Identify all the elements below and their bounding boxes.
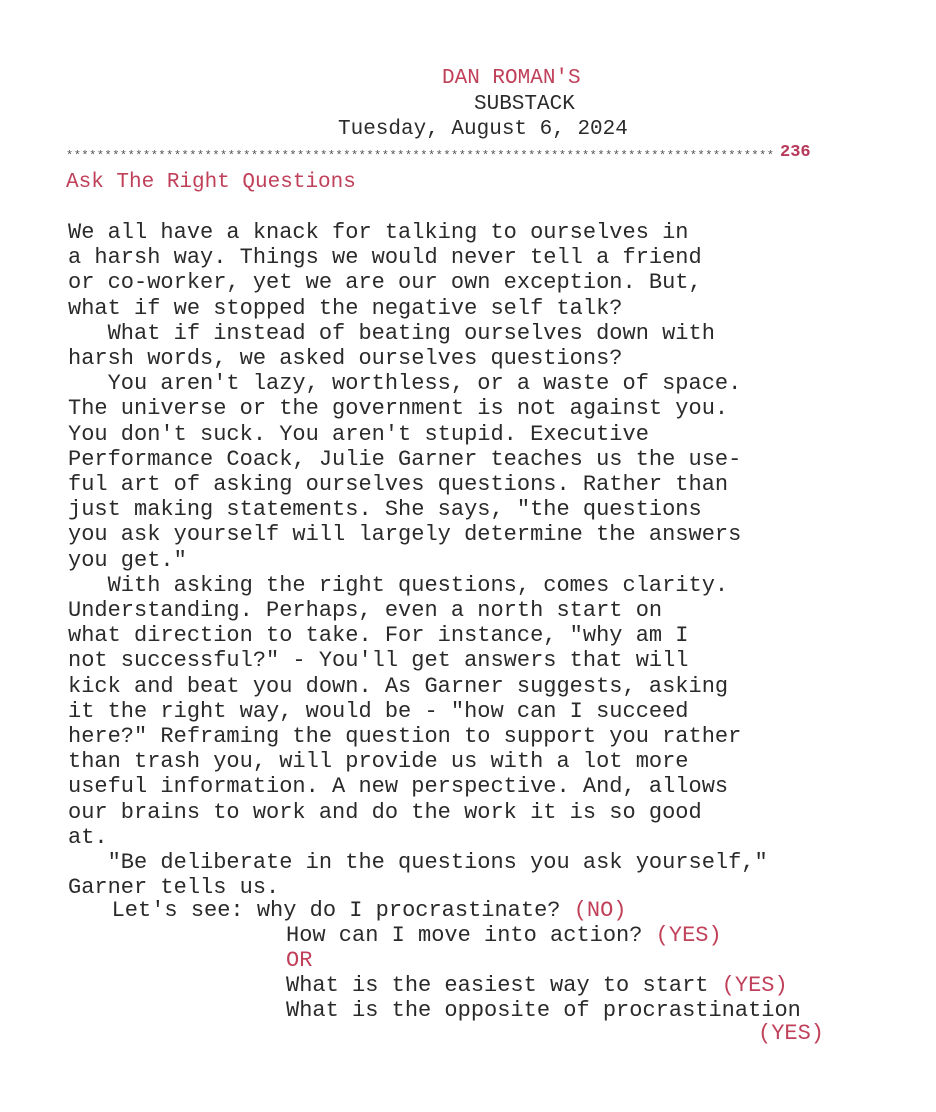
body-line: what if we stopped the negative self talk? xyxy=(68,295,623,321)
body-line: just making statements. She says, "the questions xyxy=(68,497,702,523)
body-line: it the right way, would be - "how can I succeed xyxy=(68,698,689,724)
body-line: We all have a knack for talking to ourselves in xyxy=(68,220,689,245)
body-line: harsh words, we asked ourselves questions? xyxy=(68,346,623,371)
answer-2: (YES) xyxy=(655,923,722,948)
question-row-1 xyxy=(72,898,627,923)
body-line: Garner tells us. xyxy=(68,875,280,901)
body-line: "Be deliberate in the questions you ask yourself," xyxy=(68,850,768,875)
body-line: what direction to take. For instance, "why am I xyxy=(68,623,689,649)
body-line: a harsh way. Things we would never tell a friend xyxy=(68,245,702,271)
publication-heading: SUBSTACK xyxy=(474,93,575,116)
date-heading: Tuesday, August 6, 2024 xyxy=(338,118,628,141)
body-line: or co-worker, yet we are our own exception. But, xyxy=(68,270,702,296)
body-line: You aren't lazy, worthless, or a waste of space. xyxy=(68,371,742,397)
body-line: The universe or the government is not against you. xyxy=(68,396,729,422)
question-4: What is the opposite of procrastination xyxy=(286,998,801,1023)
body-line: you ask yourself will largely determine the answers xyxy=(68,522,742,548)
body-line: than trash you, will provide us with a lot more xyxy=(68,749,689,775)
question-row-3 xyxy=(286,973,788,998)
questions-intro: Let's see: xyxy=(72,898,257,923)
body-line: kick and beat you down. As Garner suggests, asking xyxy=(68,673,729,699)
question-1: why do I procrastinate? xyxy=(256,898,561,923)
question-2: How can I move into action? xyxy=(286,923,643,948)
answer-3: (YES) xyxy=(721,973,788,998)
answer-1: (NO) xyxy=(573,898,627,923)
or-separator: OR xyxy=(286,948,313,973)
page-number: 236 xyxy=(780,143,811,162)
body-line: Performance Coack, Julie Garner teaches us the use- xyxy=(68,446,742,472)
body-line: What if instead of beating ourselves down with xyxy=(68,320,715,346)
body-line: Understanding. Perhaps, even a north start on xyxy=(68,598,663,623)
body-line: our brains to work and do the work it is so good xyxy=(68,799,702,825)
article-title: Ask The Right Questions xyxy=(66,171,356,194)
author-heading: DAN ROMAN'S xyxy=(442,67,581,90)
body-line: not successful?" - You'll get answers that will xyxy=(68,648,689,674)
body-line: ful art of asking ourselves questions. Rather than xyxy=(68,472,729,497)
question-3: What is the easiest way to start xyxy=(286,973,709,998)
body-line: You don't suck. You aren't stupid. Executive xyxy=(68,421,649,447)
question-row-4 xyxy=(286,998,801,1023)
star-divider: ******************************************************************************************** xyxy=(66,149,775,163)
answer-4: (YES) xyxy=(758,1021,825,1046)
body-line: at. xyxy=(68,824,108,850)
body-line: you get." xyxy=(68,547,187,573)
body-line: useful information. A new perspective. And, allows xyxy=(68,774,729,800)
body-line: With asking the right questions, comes clarity. xyxy=(68,572,729,598)
question-row-2 xyxy=(286,923,722,948)
body-line: here?" Reframing the question to support you rather xyxy=(68,724,742,749)
